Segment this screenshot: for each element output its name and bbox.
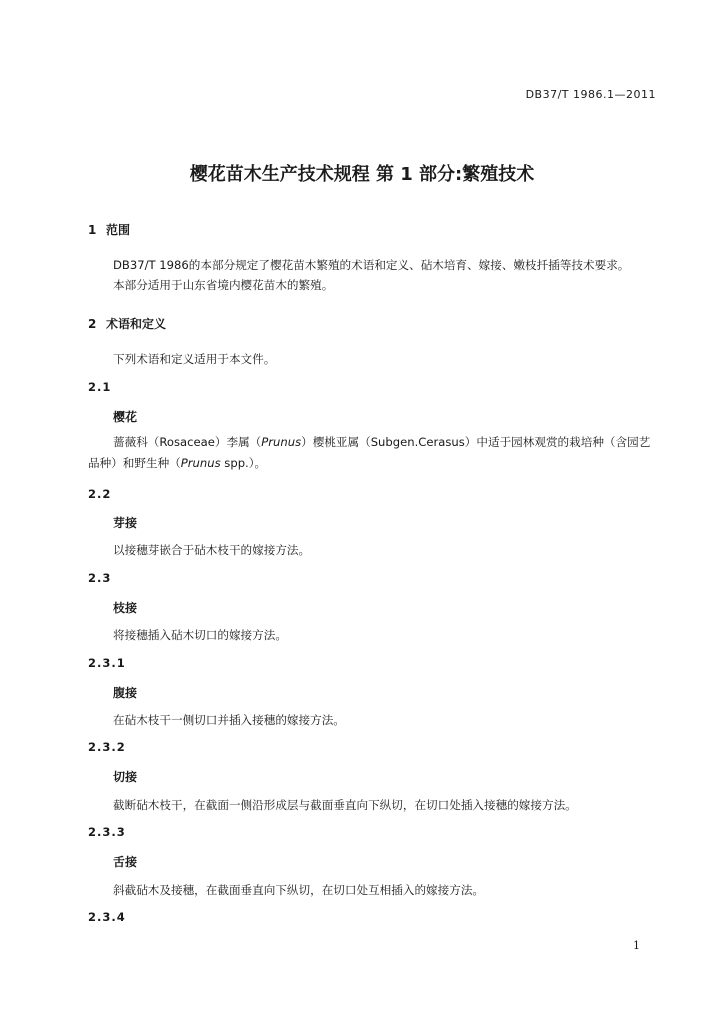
clause-2-3-4-number: 2.3.4 [88,910,126,924]
clause-2-3-3-term: 舌接 [113,855,138,869]
section-1-paragraph-1: DB37/T 1986的本部分规定了樱花苗木繁殖的术语和定义、砧木培育、嫁接、嫩枝扦插等技术要求。 [113,258,630,272]
clause-2-3-3-number: 2.3.3 [88,825,126,839]
section-2-number: 2 [88,317,97,331]
genus-name: Prunus [261,435,302,449]
clause-2-3-2-number: 2.3.2 [88,740,126,754]
section-1-number: 1 [88,223,97,237]
clause-2-3-1-number: 2.3.1 [88,656,126,670]
clause-2-2-number: 2.2 [88,487,112,501]
clause-2-3-term: 枝接 [113,601,138,615]
section-1-title: 范围 [106,223,131,237]
document-title: 樱花苗木生产技术规程 第 1 部分:繁殖技术 [189,164,535,185]
clause-2-1-number: 2.1 [88,380,112,394]
standard-code: DB37/T 1986.1—2011 [525,88,656,101]
definition-text: 蔷薇科（Rosaceae）李属（ [113,435,262,449]
section-2-intro: 下列术语和定义适用于本文件。 [113,352,276,366]
section-1-heading [88,221,130,238]
clause-2-3-number: 2.3 [88,571,112,585]
definition-text: spp.）。 [220,456,267,470]
definition-text: ）樱桃亚属（Subgen.Cerasus）中适于园林观赏的栽培种（含园艺品种）和野生种（ [88,435,651,470]
genus-name: Prunus [180,456,221,470]
clause-2-3-2-term: 切接 [113,770,138,784]
page-number: 1 [633,939,640,952]
clause-2-3-3-definition: 斜截砧木及接穗，在截面垂直向下纵切，在切口处互相插入的嫁接方法。 [113,883,485,897]
clause-2-3-1-definition: 在砧木枝干一侧切口并插入接穗的嫁接方法。 [113,713,345,727]
clause-2-2-term: 芽接 [113,516,138,530]
section-1-paragraph-2: 本部分适用于山东省境内樱花苗木的繁殖。 [113,278,334,292]
clause-2-1-definition [88,432,658,474]
clause-2-3-definition: 将接穗插入砧木切口的嫁接方法。 [113,628,287,642]
section-2-title: 术语和定义 [106,317,167,331]
clause-2-3-1-term: 腹接 [113,686,138,700]
clause-2-3-2-definition: 截断砧木枝干，在截面一侧沿形成层与截面垂直向下纵切，在切口处插入接穗的嫁接方法。 [113,798,577,812]
clause-2-2-definition: 以接穗芽嵌合于砧木枝干的嫁接方法。 [113,543,311,557]
clause-2-1-term: 樱花 [113,410,138,424]
section-2-heading [88,315,166,332]
